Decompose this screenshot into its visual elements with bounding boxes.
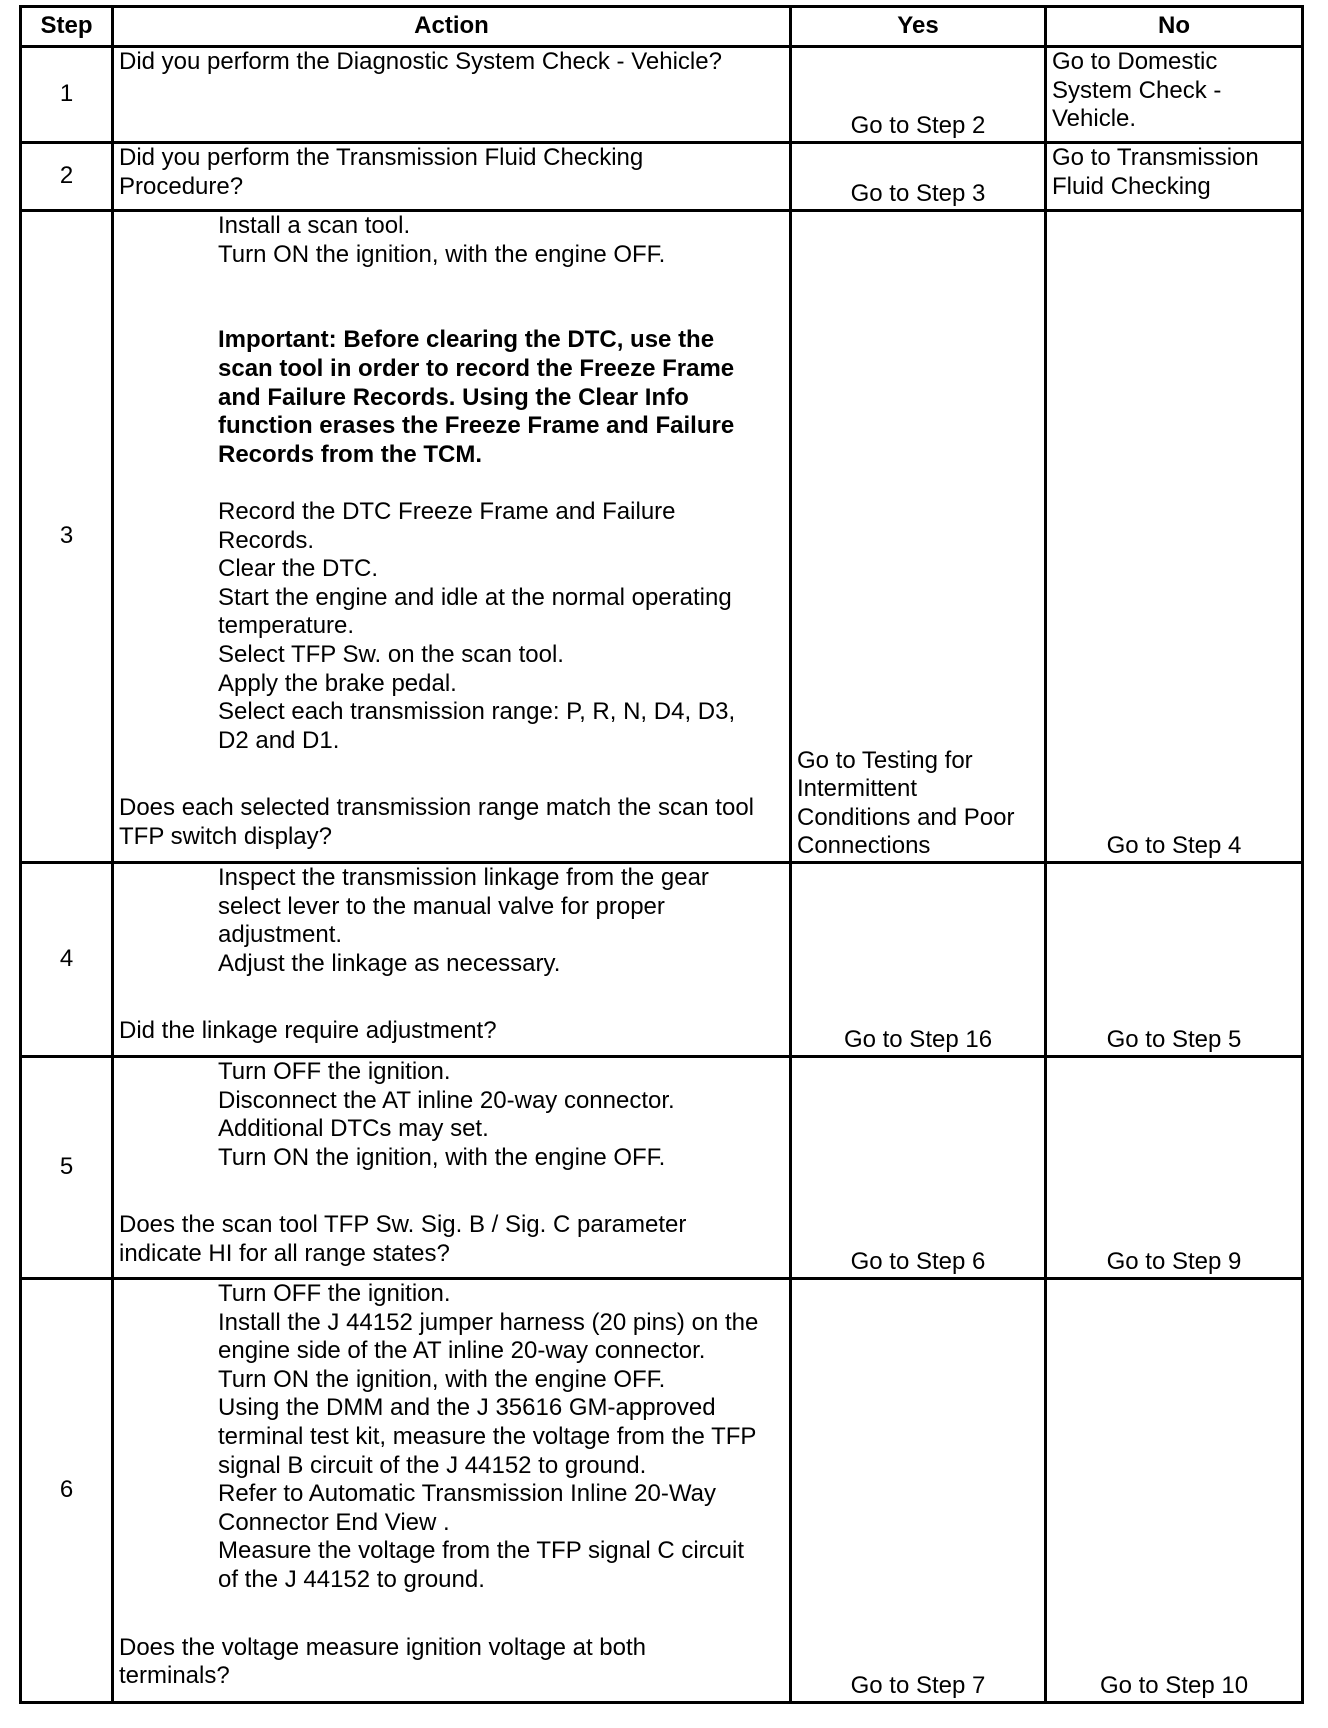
yes-line: Connections — [797, 832, 931, 860]
step-number: 6 — [21, 1279, 113, 1703]
step-number: 2 — [21, 143, 113, 211]
instruction-line: terminal test kit, measure the voltage from the TFP — [218, 1422, 757, 1450]
instruction-line: Select each transmission range: P, R, N, D4, D3, — [218, 698, 736, 726]
table-row — [21, 143, 1303, 211]
no-line: Go to Transmission — [1052, 144, 1259, 171]
header-action: Action — [113, 7, 791, 47]
instruction-line: Additional DTCs may set. — [218, 1115, 489, 1143]
action-cell — [113, 863, 791, 1057]
question-line: TFP switch display? — [119, 822, 332, 850]
no-line: System Check - — [1052, 76, 1222, 104]
table-row — [21, 47, 1303, 143]
diagnostic-table — [19, 5, 1304, 1704]
instruction-line: Connector End View . — [218, 1508, 450, 1536]
no-cell: Go to Step 10 — [1046, 1279, 1303, 1703]
important-note-line: and Failure Records. Using the Clear Info — [218, 383, 689, 411]
question-line: Procedure? — [119, 172, 244, 200]
table-row — [21, 211, 1303, 863]
no-cell — [1046, 47, 1303, 143]
instruction-line: engine side of the AT inline 20-way connector. — [218, 1337, 706, 1365]
yes-line: Conditions and Poor — [797, 803, 1015, 831]
spacer — [119, 978, 784, 1017]
table-row — [21, 1279, 1303, 1703]
yes-cell — [791, 211, 1046, 863]
yes-cell: Go to Step 16 — [791, 863, 1046, 1057]
step-number: 1 — [21, 47, 113, 143]
instruction-line: signal B circuit of the J 44152 to ground. — [218, 1451, 647, 1479]
instruction-line: Start the engine and idle at the normal operating — [218, 583, 732, 611]
yes-cell: Go to Step 3 — [791, 143, 1046, 211]
question-text: Did the linkage require adjustment? — [119, 1017, 497, 1045]
instruction-line: Apply the brake pedal. — [218, 669, 457, 697]
yes-cell: Go to Step 2 — [791, 47, 1046, 143]
instruction-line: adjustment. — [218, 921, 343, 949]
spacer — [119, 1172, 784, 1211]
instruction-line: Clear the DTC. — [218, 555, 379, 583]
yes-cell: Go to Step 7 — [791, 1279, 1046, 1703]
instruction-line: Turn OFF the ignition. — [218, 1058, 451, 1085]
instruction-line: Records. — [218, 526, 315, 554]
spacer — [119, 269, 784, 298]
action-cell — [113, 143, 791, 211]
instruction-line: of the J 44152 to ground. — [218, 1565, 485, 1593]
no-cell: Go to Step 9 — [1046, 1057, 1303, 1279]
header-yes: Yes — [791, 7, 1046, 47]
no-cell: Go to Step 4 — [1046, 211, 1303, 863]
question-line: terminals? — [119, 1662, 230, 1690]
important-note-line: Records from the TCM. — [218, 440, 483, 468]
table-row — [21, 863, 1303, 1057]
important-note-line: Important: Before clearing the DTC, use the — [218, 326, 715, 354]
instruction-line: Select TFP Sw. on the scan tool. — [218, 640, 564, 668]
instruction-line: Turn OFF the ignition. — [218, 1280, 451, 1307]
yes-cell: Go to Step 6 — [791, 1057, 1046, 1279]
spacer — [119, 1595, 784, 1634]
question-line: Does each selected transmission range match the scan tool — [119, 794, 755, 822]
spacer — [119, 755, 784, 794]
instruction-line: Turn ON the ignition, with the engine OFF. — [218, 1143, 666, 1171]
no-cell — [1046, 143, 1303, 211]
instruction-line: Disconnect the AT inline 20-way connector. — [218, 1086, 675, 1114]
instruction-line: select lever to the manual valve for proper — [218, 892, 665, 920]
spacer — [119, 469, 784, 498]
instruction-line: Install the J 44152 jumper harness (20 pins) on the — [218, 1308, 759, 1336]
important-note-line: function erases the Freeze Frame and Failure — [218, 412, 735, 440]
instruction-line: Install a scan tool. — [218, 212, 411, 239]
no-cell: Go to Step 5 — [1046, 863, 1303, 1057]
no-line: Go to Domestic — [1052, 48, 1218, 75]
instruction-line: D2 and D1. — [218, 726, 340, 754]
instruction-line: Using the DMM and the J 35616 GM-approved — [218, 1394, 716, 1422]
question-line: Did you perform the Transmission Fluid Checking — [119, 144, 644, 171]
instruction-line: temperature. — [218, 612, 355, 640]
no-line: Vehicle. — [1052, 105, 1137, 133]
header-step: Step — [21, 7, 113, 47]
important-note-line: scan tool in order to record the Freeze Frame — [218, 354, 735, 382]
action-cell — [113, 47, 791, 143]
step-number: 4 — [21, 863, 113, 1057]
question-text: Did you perform the Diagnostic System Check - Vehicle? — [119, 48, 722, 75]
instruction-line: Refer to Automatic Transmission Inline 20-Way — [218, 1480, 716, 1508]
step-number: 3 — [21, 211, 113, 863]
yes-line: Go to Testing for — [797, 746, 973, 774]
header-no: No — [1046, 7, 1303, 47]
no-line: Fluid Checking — [1052, 172, 1211, 200]
question-line: indicate HI for all range states? — [119, 1239, 450, 1267]
instruction-line: Turn ON the ignition, with the engine OFF. — [218, 1365, 666, 1393]
instruction-line: Record the DTC Freeze Frame and Failure — [218, 497, 676, 525]
instruction-line: Measure the voltage from the TFP signal C circuit — [218, 1537, 745, 1565]
question-line: Does the voltage measure ignition voltage at both — [119, 1633, 647, 1661]
instruction-line: Turn ON the ignition, with the engine OFF. — [218, 240, 666, 268]
action-cell — [113, 1057, 791, 1279]
yes-line: Intermittent — [797, 775, 918, 803]
action-cell — [113, 211, 791, 863]
instruction-line: Adjust the linkage as necessary. — [218, 949, 561, 977]
step-number: 5 — [21, 1057, 113, 1279]
question-line: Does the scan tool TFP Sw. Sig. B / Sig. C parameter — [119, 1211, 687, 1239]
spacer — [119, 298, 784, 327]
action-cell — [113, 1279, 791, 1703]
table-header-row — [21, 7, 1303, 47]
table-row — [21, 1057, 1303, 1279]
instruction-line: Inspect the transmission linkage from the gear — [218, 864, 709, 891]
